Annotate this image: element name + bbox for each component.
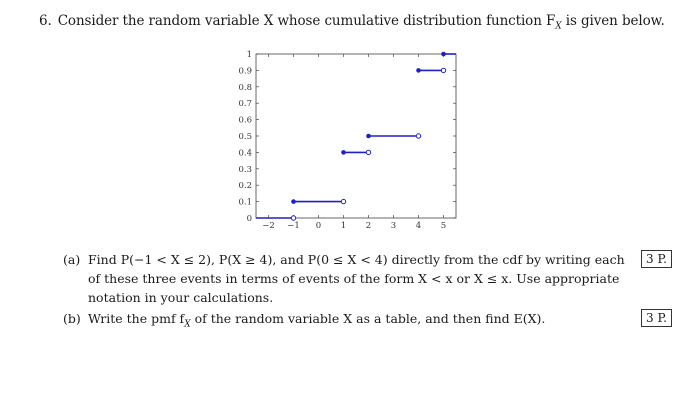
cdf-closed-point <box>341 150 346 155</box>
x-tick-label: 1 <box>340 221 347 231</box>
cdf-open-point <box>366 150 370 154</box>
y-tick-label: 0 <box>246 214 252 224</box>
problem-text: Consider the random variable X whose cumulative distribution function F <box>57 13 556 29</box>
part-a-line-1: Find P(−1 < X ≤ 2), P(X ≥ 4), and P(0 ≤ X < 4) directly from the cdf by writing each <box>88 252 625 267</box>
part-b-points-box: 3 P. <box>641 309 672 327</box>
y-tick-label: 0.4 <box>238 148 252 159</box>
y-tick-label: 0.6 <box>238 115 252 126</box>
x-tick-label: −2 <box>262 221 275 231</box>
y-tick-label: 0.8 <box>238 82 252 93</box>
x-tick-label: 0 <box>315 221 322 231</box>
y-tick-label: 0.9 <box>238 66 252 77</box>
cdf-open-point <box>341 199 345 203</box>
part-a-label: (a) <box>63 252 81 267</box>
problem-text-subscript: X <box>555 21 562 32</box>
problem-statement <box>39 13 665 32</box>
x-tick-label: 2 <box>365 221 372 231</box>
x-tick-label: 3 <box>390 221 397 231</box>
cdf-chart-svg <box>218 46 468 236</box>
y-tick-label: 0.7 <box>238 99 252 110</box>
y-tick-label: 0.1 <box>238 197 252 208</box>
cdf-open-point <box>416 134 420 138</box>
x-tick-label: −1 <box>287 221 300 231</box>
part-a-text <box>88 250 638 307</box>
problem-text-end: is given below. <box>561 13 665 29</box>
part-a-line-2: of these three events in terms of events of the form X < x or X ≤ x. Use appropriate <box>88 271 620 286</box>
part-b-text <box>88 309 638 335</box>
y-tick-label: 0.3 <box>238 164 252 175</box>
x-tick-label: 5 <box>440 221 447 231</box>
cdf-closed-point <box>416 68 421 73</box>
part-b-label: (b) <box>63 311 81 326</box>
problem-number: 6. <box>39 13 52 29</box>
part-b-line-1: Write the pmf f <box>88 311 185 326</box>
cdf-closed-point <box>291 199 296 204</box>
y-tick-label: 1 <box>246 50 252 60</box>
cdf-closed-point <box>441 52 446 57</box>
y-tick-label: 0.2 <box>238 181 252 192</box>
x-tick-label: 4 <box>415 221 422 231</box>
plot-frame <box>256 54 456 218</box>
part-a-line-3: notation in your calculations. <box>88 290 274 305</box>
cdf-open-point <box>441 68 445 72</box>
cdf-chart <box>218 46 468 240</box>
cdf-open-point <box>291 216 295 220</box>
part-a-points-box: 3 P. <box>641 250 672 268</box>
y-tick-label: 0.5 <box>238 132 252 142</box>
part-b-line-1-end: of the random variable X as a table, and then find E(X). <box>190 311 546 326</box>
part-b-line-1-subscript: X <box>184 319 191 330</box>
cdf-closed-point <box>366 134 371 139</box>
